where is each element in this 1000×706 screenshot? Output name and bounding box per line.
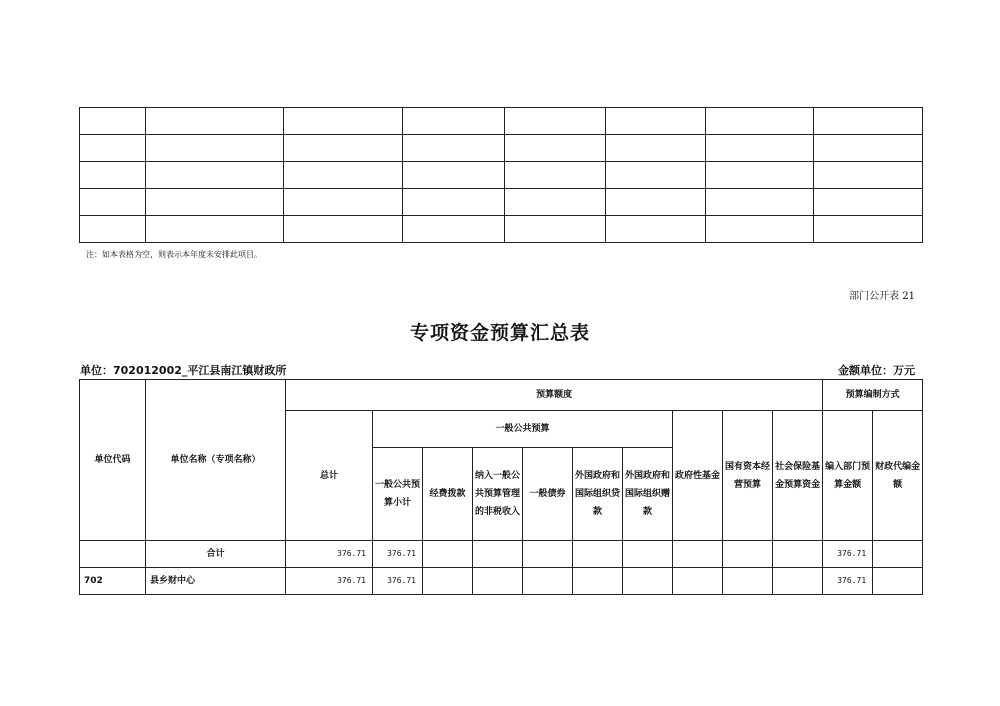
cell-name: 合计	[146, 541, 286, 568]
cell-gp-subtotal: 376.71	[373, 568, 423, 595]
header-unit-code: 单位代码	[80, 380, 146, 541]
header-state-capital: 国有资本经营预算	[723, 411, 773, 541]
cell-total: 376.71	[286, 568, 373, 595]
header-total: 总计	[286, 411, 373, 541]
cell-total: 376.71	[286, 541, 373, 568]
header-funding-alloc: 经费拨款	[423, 448, 473, 541]
cell-name: 县乡财中心	[146, 568, 286, 595]
header-budget-method: 预算编制方式	[823, 380, 923, 411]
table-note: 注：如本表格为空，则表示本年度未安排此项目。	[86, 250, 262, 259]
header-general-bond: 一般债券	[523, 448, 573, 541]
page-title: 专项资金预算汇总表	[409, 322, 590, 344]
page-reference: 部门公开表 21	[849, 291, 915, 302]
empty-row	[80, 216, 923, 243]
cell-code	[80, 541, 146, 568]
header-unit-name: 单位名称（专项名称）	[146, 380, 286, 541]
cell-code: 702	[80, 568, 146, 595]
table-row	[80, 541, 923, 568]
empty-row	[80, 135, 923, 162]
header-gp-subtotal: 一般公共预算小计	[373, 448, 423, 541]
table-row	[80, 568, 923, 595]
header-dept-budget: 编入部门预算金额	[823, 411, 873, 541]
empty-row	[80, 189, 923, 216]
header-nontax-income: 纳入一般公共预算管理的非税收入	[473, 448, 523, 541]
special-fund-budget-table	[79, 379, 923, 595]
previous-table-fragment	[79, 107, 923, 243]
header-gov-fund: 政府性基金	[673, 411, 723, 541]
header-fiscal-agent: 财政代编金额	[873, 411, 923, 541]
cell-dept-budget: 376.71	[823, 568, 873, 595]
empty-row	[80, 162, 923, 189]
header-social-insurance: 社会保险基金预算资金	[773, 411, 823, 541]
empty-row	[80, 108, 923, 135]
cell-gp-subtotal: 376.71	[373, 541, 423, 568]
header-foreign-loan: 外国政府和国际组织贷款	[573, 448, 623, 541]
header-general-public-budget: 一般公共预算	[373, 411, 673, 448]
amount-unit-label: 金额单位：万元	[838, 364, 915, 377]
unit-label: 单位：702012002_平江县南江镇财政所	[80, 364, 287, 377]
cell-dept-budget: 376.71	[823, 541, 873, 568]
header-budget-amount: 预算额度	[286, 380, 823, 411]
header-foreign-grant: 外国政府和国际组织赠款	[623, 448, 673, 541]
